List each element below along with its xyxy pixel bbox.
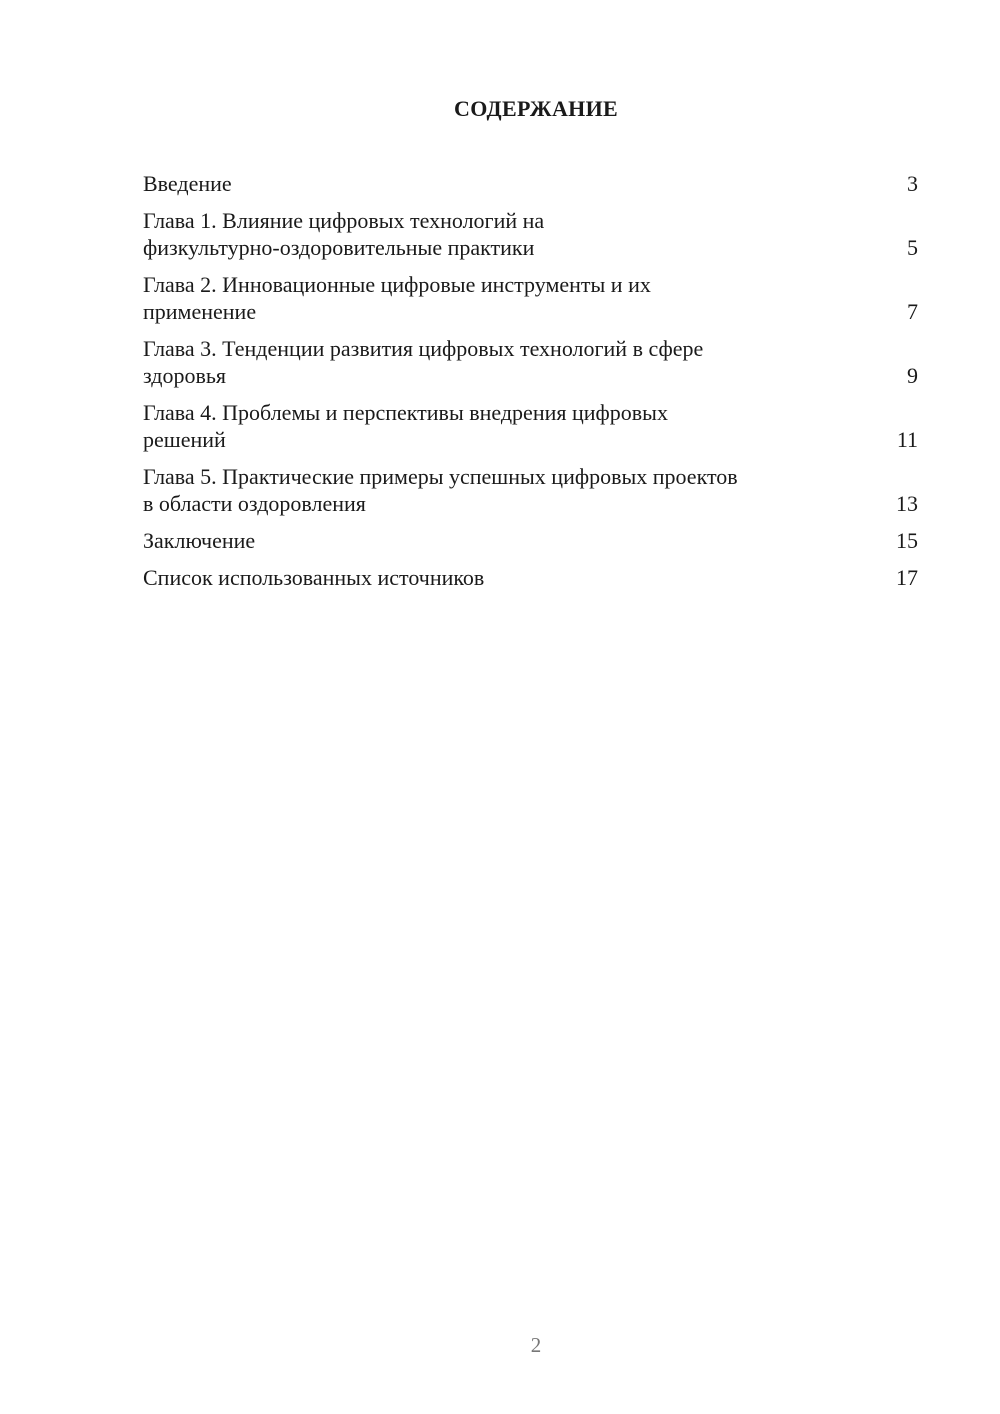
toc-entry — [143, 271, 918, 325]
toc-entry-page: 3 — [907, 171, 918, 196]
toc-entry-label — [143, 271, 833, 325]
toc-entry-page: 17 — [896, 565, 918, 590]
toc-entry-line: Заключение — [143, 528, 256, 553]
toc-entry-label — [143, 207, 833, 261]
toc-entry — [143, 463, 918, 517]
toc-entry — [143, 564, 918, 591]
toc-entry — [143, 335, 918, 389]
toc-entry-page: 9 — [907, 363, 918, 388]
toc-entry-page: 7 — [907, 299, 918, 324]
toc-entry — [143, 207, 918, 261]
toc-entry-line: решений — [143, 427, 226, 452]
toc-entry-label — [143, 564, 833, 591]
table-of-contents — [143, 170, 918, 601]
toc-entry — [143, 527, 918, 554]
toc-entry-line: Глава 1. Влияние цифровых технологий на — [143, 208, 545, 233]
toc-entry-line: в области оздоровления — [143, 491, 366, 516]
page-number: 2 — [530, 1333, 542, 1357]
page-title: СОДЕРЖАНИЕ — [454, 96, 618, 121]
toc-entry-line: Глава 4. Проблемы и перспективы внедрения цифровых — [143, 400, 668, 425]
toc-entry-line: физкультурно-оздоровительные практики — [143, 235, 535, 260]
toc-entry-line: Список использованных источников — [143, 565, 485, 590]
toc-entry-page: 11 — [896, 427, 918, 452]
toc-entry — [143, 170, 918, 197]
toc-entry — [143, 399, 918, 453]
toc-entry-label — [143, 170, 833, 197]
toc-entry-label — [143, 399, 833, 453]
toc-entry-line: Глава 2. Инновационные цифровые инструменты и их — [143, 272, 651, 297]
toc-entry-line: здоровья — [143, 363, 227, 388]
toc-entry-line: Глава 3. Тенденции развития цифровых технологий в сфере — [143, 336, 704, 361]
toc-entry-page: 15 — [896, 528, 918, 553]
toc-entry-page: 5 — [907, 235, 918, 260]
toc-entry-label — [143, 335, 833, 389]
toc-entry-line: Введение — [143, 171, 232, 196]
toc-entry-line: Глава 5. Практические примеры успешных цифровых проектов — [143, 464, 738, 489]
toc-entry-line: применение — [143, 299, 257, 324]
toc-entry-label — [143, 463, 833, 517]
toc-entry-page: 13 — [896, 491, 918, 516]
toc-entry-label — [143, 527, 833, 554]
